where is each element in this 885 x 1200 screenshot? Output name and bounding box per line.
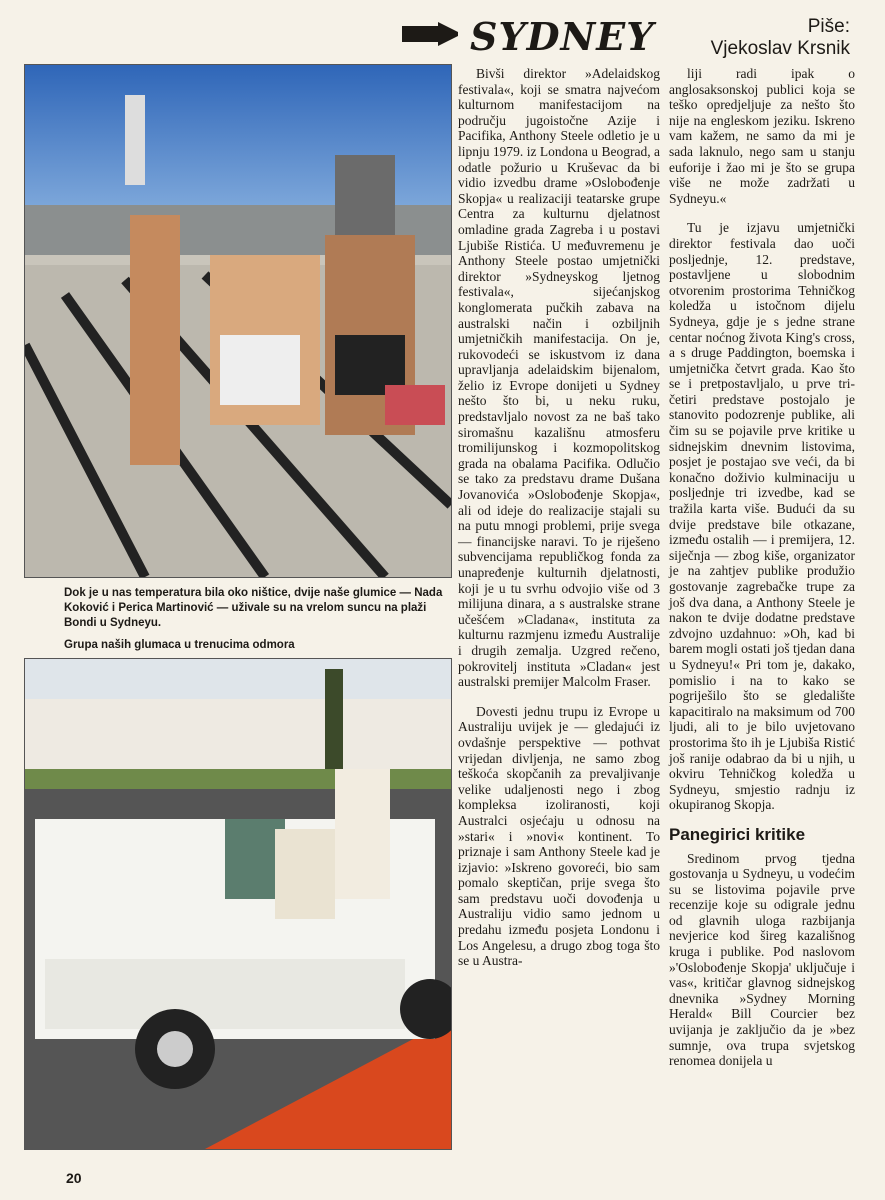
page-number: 20 [66,1170,82,1186]
article-column-3 [669,66,855,1083]
pointing-hand-icon [400,20,460,50]
author-name: Vjekoslav Krsnik [710,38,850,59]
article-paragraph: Tu je izjavu umjetnički direktor festivala dao uoči posljednje, 12. predstave, postavljene u slobodnim otvorenim prostorima Tehničkog koledža u istočnom dijelu Sydneya, gdje je s jedne strane centar noćnog života King's cross, a s druge Paddington, boemska i umjetnička četvrt grada. Kao što se i pretpostavljalo, u prve tri-četiri predstave postojalo je stanovito podozrenje publike, ali čim su se pojavile prve kritike u sidnejskim dnevnim listovima, posjet je postajao sve veći, da bi konačno doživio kulminaciju u posljednje tri izvedbe, kad se tražila karta više. Budući da su dvije predstave bile otkazane, između ostalih — i premijera, 12. siječnja — zbog kiše, organizator je na zahtjev publike produžio gostovanje zagrebačke trupe za još dva dana, a Anthony Steele je nakon te dvije dodatne predstave zdvojno uzdahnuo: »Oh, kad bi barem mogli ostati još tjedan dana u Sydneyu!« Pri tom je, dakako, pomislio i na to kako se pogriješilo što se gledalište kapacitiralo na maksimum od 700 ljudi, ali to je bilo uvjetovano prostorima što ih je Ljubiša Ristić još ranije odabrao da bi u njih, u okviru Tehničkog koledža u Sydneyu, smjestio radnju iz okupiranog Skopja. [669,220,855,813]
byline [700,16,850,60]
article-paragraph: liji radi ipak o anglosaksonskoj publici koja se teško opredjeljuje za nešto što nije na engleskom jeziku. Iskreno vam kažem, ne samo da mi je sada laknulo, nego sam u stanju euforije i žao mi je što se grupa više ne može zadržati u Sydneyu.« [669,66,855,206]
photo1-caption: Dok je u nas temperatura bila oko ništice, dvije naše glumice — Nada Koković i Perica Martinović — uživale su na vrelom suncu na plaži Bondi u Sydneyu. [64,587,443,629]
photo2-caption: Grupa naših glumaca u trenucima odmora [64,639,295,651]
photo-group-car [24,658,452,1150]
article-column-2 [458,66,660,983]
article-paragraph: Sredinom prvog tjedna gostovanja u Sydneyu, u vodećim su se listovima pojavile prve recenzije koje su odigrale jednu od glavnih uloga razbijanja nevjerice kod šireg kazališnog kruga i publike. Pod naslovom »'Oslobođenje Skopja' uključuje i vas«, kritičar glavnog sidnejskog dnevnika »Sydney Morning Herald« Bill Courcier bez uvijanja je zaključio da je »bez sumnje, ova trupa svjetskog renomea donijela u [669,850,855,1069]
photo-beach-stairs [24,64,452,578]
article-title: SYDNEY [470,14,655,59]
article-paragraph: Bivši direktor »Adelaidskog festivala«, koji se smatra najvećom kulturnom manifestacijom na području jugoistočne Azije i Pacifika, Anthony Steele odletio je u lipnju 1979. iz Londona u Beograd, a odatle požurio u Kruševac da bi vidio izvedbu drame »Oslobođenje Skopja« u realizaciji teatarske grupe Centra za kulturnu djelatnost omladine grada Zagreba i u postavi Ljubiše Ristića. U međuvremenu je Anthony Steele postao umjetnički direktor »Sydneyskog ljetnog festivala«, sijećanjskog konglomerata pučkih zabava na australski način i ozbiljnih umjetničkih manifestacija. On je, rukovodeći se iskustvom iz dana upravljanja adelaidskim bijenalom, želio iz Evrope donijeti u Sydney nešto što bi, u neku ruku, predstavljalo novost za ne baš tako siromašnu kazališnu atmosferu tromilijunskog i kozmopolitskog grada na obalama Pacifika. Odlučio se tako za predstavu drame Dušana Jovanovića »Oslobođenje Skopja«, ali od ideje do realizacije stajali su na putu mnogi problemi, prije svega — financijske naravi. To je riješeno subvencijama republičkog fonda za unapređenje kulturnih djelatnosti, koji je u tu svrhu odvojio više od 3 milijuna dinara, a s australske strane učešćem »Cladana«, instituta za kulturnu razmjenu između Australije i drugih zemalja. Uzgred rečeno, pokrovitelj instituta »Cladan« jest australski premijer Malcolm Fraser. [458,66,660,690]
byline-label: Piše: [807,16,850,37]
article-paragraph: Dovesti jednu trupu iz Evrope u Australiju uvijek je — gledajući iz ovdašnje perspektive — pothvat vrijedan divljenja, ne samo zbog teškoća skopčanih za prevaljivanje velike udaljenosti nego i zbog kompleksa izoliranosti, koji Australci osjećaju u odnosu na »stari« i »novi« kontinent. To priznaje i sam Anthony Steele kad je izjavio: »Iskreno govoreći, bio sam pomalo skeptičan, prije svega što sam predstavu uoči dovođenja u Australiju vidio samo jednom u predahu između posjeta Londonu i Los Angelesu, a drugo zbog toga što se u Austra- [458,703,660,969]
subheading: Panegirici kritike [669,824,806,844]
